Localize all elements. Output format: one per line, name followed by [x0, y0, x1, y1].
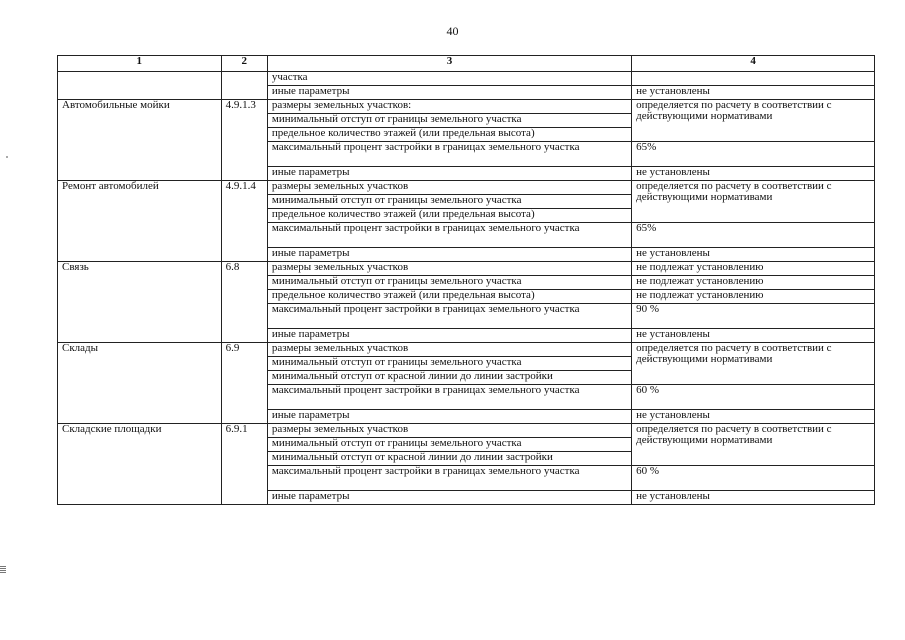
- value-cell: не установлены: [632, 410, 875, 424]
- param-cell: минимальный отступ от красной линии до линии застройки: [267, 452, 631, 466]
- param-cell: предельное количество этажей (или предельная высота): [267, 209, 631, 223]
- param-cell: участка: [267, 72, 631, 86]
- use-code-cell: 4.9.1.4: [221, 181, 267, 262]
- value-cell: определяется по расчету в соответствии с действующими нормативами: [632, 343, 875, 385]
- param-cell: минимальный отступ от границы земельного участка: [267, 357, 631, 371]
- table-row: [58, 100, 875, 114]
- param-cell: размеры земельных участков: [267, 262, 631, 276]
- value-cell: не подлежат установлению: [632, 276, 875, 290]
- value-cell: определяется по расчету в соответствии с действующими нормативами: [632, 424, 875, 466]
- param-cell: предельное количество этажей (или предельная высота): [267, 128, 631, 142]
- param-cell: минимальный отступ от границы земельного участка: [267, 276, 631, 290]
- table-row: [58, 72, 875, 86]
- param-cell: иные параметры: [267, 410, 631, 424]
- land-use-parameters-table: [57, 55, 875, 505]
- use-name-cell: [58, 72, 222, 100]
- value-cell: не установлены: [632, 329, 875, 343]
- use-code-cell: 4.9.1.3: [221, 100, 267, 181]
- param-cell: иные параметры: [267, 329, 631, 343]
- value-cell: не подлежат установлению: [632, 262, 875, 276]
- param-cell: минимальный отступ от границы земельного участка: [267, 195, 631, 209]
- value-cell: 90 %: [632, 304, 875, 329]
- scan-margin-dot: [6, 156, 8, 158]
- page-number: 40: [446, 24, 459, 38]
- use-name-cell: Связь: [58, 262, 222, 343]
- column-header-4: 4: [632, 56, 875, 72]
- table-row: [58, 343, 875, 357]
- param-cell: максимальный процент застройки в границах земельного участка: [267, 304, 631, 329]
- scan-margin-mark: [0, 566, 6, 574]
- param-cell: иные параметры: [267, 167, 631, 181]
- value-cell: 60 %: [632, 466, 875, 491]
- param-cell: предельное количество этажей (или предельная высота): [267, 290, 631, 304]
- column-header-3: 3: [267, 56, 631, 72]
- param-cell: минимальный отступ от границы земельного участка: [267, 114, 631, 128]
- value-cell: не установлены: [632, 491, 875, 505]
- value-cell: не установлены: [632, 167, 875, 181]
- table-row: [58, 424, 875, 438]
- use-name-cell: Складские площадки: [58, 424, 222, 505]
- value-cell: не установлены: [632, 86, 875, 100]
- use-code-cell: 6.8: [221, 262, 267, 343]
- param-cell: максимальный процент застройки в границах земельного участка: [267, 385, 631, 410]
- use-code-cell: [221, 72, 267, 100]
- table-row: [58, 181, 875, 195]
- value-cell: 60 %: [632, 385, 875, 410]
- use-code-cell: 6.9.1: [221, 424, 267, 505]
- value-cell: 65%: [632, 223, 875, 248]
- value-cell: 65%: [632, 142, 875, 167]
- value-cell: [632, 72, 875, 86]
- use-name-cell: Ремонт автомобилей: [58, 181, 222, 262]
- param-cell: иные параметры: [267, 491, 631, 505]
- param-cell: размеры земельных участков: [267, 181, 631, 195]
- table-row: [58, 262, 875, 276]
- header-row: [58, 56, 875, 72]
- param-cell: иные параметры: [267, 86, 631, 100]
- column-header-2: 2: [221, 56, 267, 72]
- param-cell: минимальный отступ от красной линии до линии застройки: [267, 371, 631, 385]
- column-header-1: 1: [58, 56, 222, 72]
- value-cell: определяется по расчету в соответствии с действующими нормативами: [632, 100, 875, 142]
- param-cell: максимальный процент застройки в границах земельного участка: [267, 142, 631, 167]
- param-cell: размеры земельных участков:: [267, 100, 631, 114]
- param-cell: максимальный процент застройки в границах земельного участка: [267, 223, 631, 248]
- param-cell: размеры земельных участков: [267, 343, 631, 357]
- param-cell: иные параметры: [267, 248, 631, 262]
- value-cell: определяется по расчету в соответствии с действующими нормативами: [632, 181, 875, 223]
- use-code-cell: 6.9: [221, 343, 267, 424]
- use-name-cell: Автомобильные мойки: [58, 100, 222, 181]
- value-cell: не установлены: [632, 248, 875, 262]
- use-name-cell: Склады: [58, 343, 222, 424]
- param-cell: минимальный отступ от границы земельного участка: [267, 438, 631, 452]
- param-cell: размеры земельных участков: [267, 424, 631, 438]
- value-cell: не подлежат установлению: [632, 290, 875, 304]
- param-cell: максимальный процент застройки в границах земельного участка: [267, 466, 631, 491]
